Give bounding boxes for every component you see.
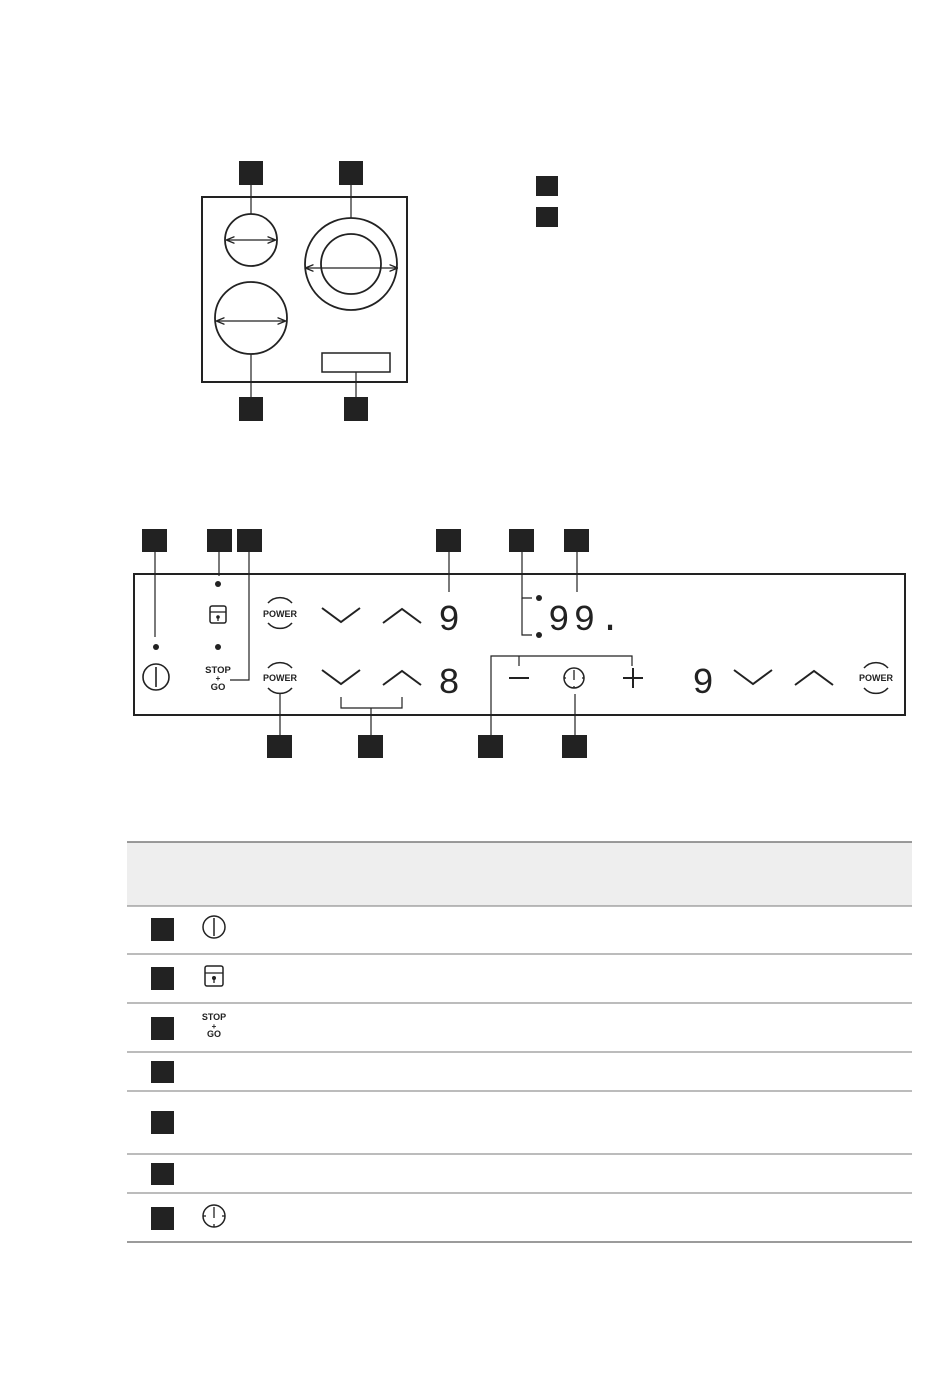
callout-marker — [562, 735, 587, 758]
timer-display: 99. — [548, 600, 625, 641]
legend-marker — [536, 176, 558, 196]
plus-label: + — [215, 674, 221, 683]
callout-marker — [142, 529, 167, 552]
power-label: POWER — [858, 673, 894, 683]
zone-indicator-dot — [536, 632, 542, 638]
table-row — [151, 966, 223, 990]
panel-outline — [134, 574, 905, 715]
row-marker — [151, 1111, 174, 1134]
stop-label: STOP — [205, 665, 231, 676]
table-row — [151, 916, 225, 941]
power-label: POWER — [262, 609, 298, 619]
chevron-up-icon[interactable] — [383, 671, 421, 685]
cooking-zone-small — [225, 214, 277, 266]
indicator-dot — [215, 644, 221, 650]
plus-label: + — [211, 1022, 217, 1031]
table-row — [151, 1163, 174, 1185]
power-button-right[interactable] — [859, 663, 894, 694]
callout-marker — [509, 529, 534, 552]
table-row — [151, 1012, 226, 1040]
indicator-dot — [153, 644, 159, 650]
row-marker — [151, 1207, 174, 1230]
stop-label: STOP — [201, 1012, 227, 1022]
callout-marker — [237, 529, 262, 552]
zone-display-top: 9 — [438, 600, 460, 641]
table-row — [151, 1205, 225, 1230]
chevron-up-icon[interactable] — [383, 609, 421, 623]
zone-display-right: 9 — [692, 663, 714, 704]
table-row — [151, 1111, 174, 1134]
marker-box — [239, 161, 263, 185]
table-row — [151, 1061, 174, 1083]
on-off-icon — [203, 916, 225, 938]
chevron-down-icon[interactable] — [734, 670, 772, 684]
timer-icon — [203, 1205, 225, 1227]
row-marker — [151, 1061, 174, 1083]
table-header — [127, 842, 912, 906]
callout-marker — [207, 529, 232, 552]
chevron-down-icon[interactable] — [322, 670, 360, 684]
indicator-dot — [215, 581, 221, 587]
power-button-top[interactable] — [263, 598, 298, 629]
row-marker — [151, 918, 174, 941]
power-label: POWER — [262, 673, 298, 683]
zone-display-bottom: 8 — [438, 663, 460, 704]
callout-marker — [564, 529, 589, 552]
callout-marker — [436, 529, 461, 552]
key-table — [127, 842, 912, 1242]
row-marker — [151, 1017, 174, 1040]
marker-box — [339, 161, 363, 185]
control-panel-outline — [322, 353, 390, 372]
on-off-icon[interactable] — [143, 664, 169, 690]
plus-icon[interactable] — [623, 668, 643, 688]
chevron-up-icon[interactable] — [795, 671, 833, 685]
callout-marker — [358, 735, 383, 758]
row-marker — [151, 1163, 174, 1185]
callout-marker — [267, 735, 292, 758]
go-label: GO — [206, 1029, 222, 1039]
timer-icon[interactable] — [564, 668, 584, 688]
marker-box — [239, 397, 263, 421]
zone-indicator-dot — [536, 595, 542, 601]
row-marker — [151, 967, 174, 990]
power-button-bottom[interactable] — [263, 663, 298, 694]
legend-marker — [536, 207, 558, 227]
callout-marker — [478, 735, 503, 758]
hob-layout-diagram — [202, 161, 558, 421]
marker-box — [344, 397, 368, 421]
stop-go-button[interactable] — [205, 665, 231, 693]
lock-icon — [205, 966, 223, 986]
cooking-zone-dual — [305, 218, 397, 310]
lock-icon[interactable] — [210, 606, 226, 623]
control-panel-diagram — [134, 529, 905, 758]
chevron-down-icon[interactable] — [322, 608, 360, 622]
cooking-zone-large — [215, 282, 287, 354]
stop-go-icon — [202, 1012, 226, 1039]
go-label: GO — [210, 682, 226, 693]
